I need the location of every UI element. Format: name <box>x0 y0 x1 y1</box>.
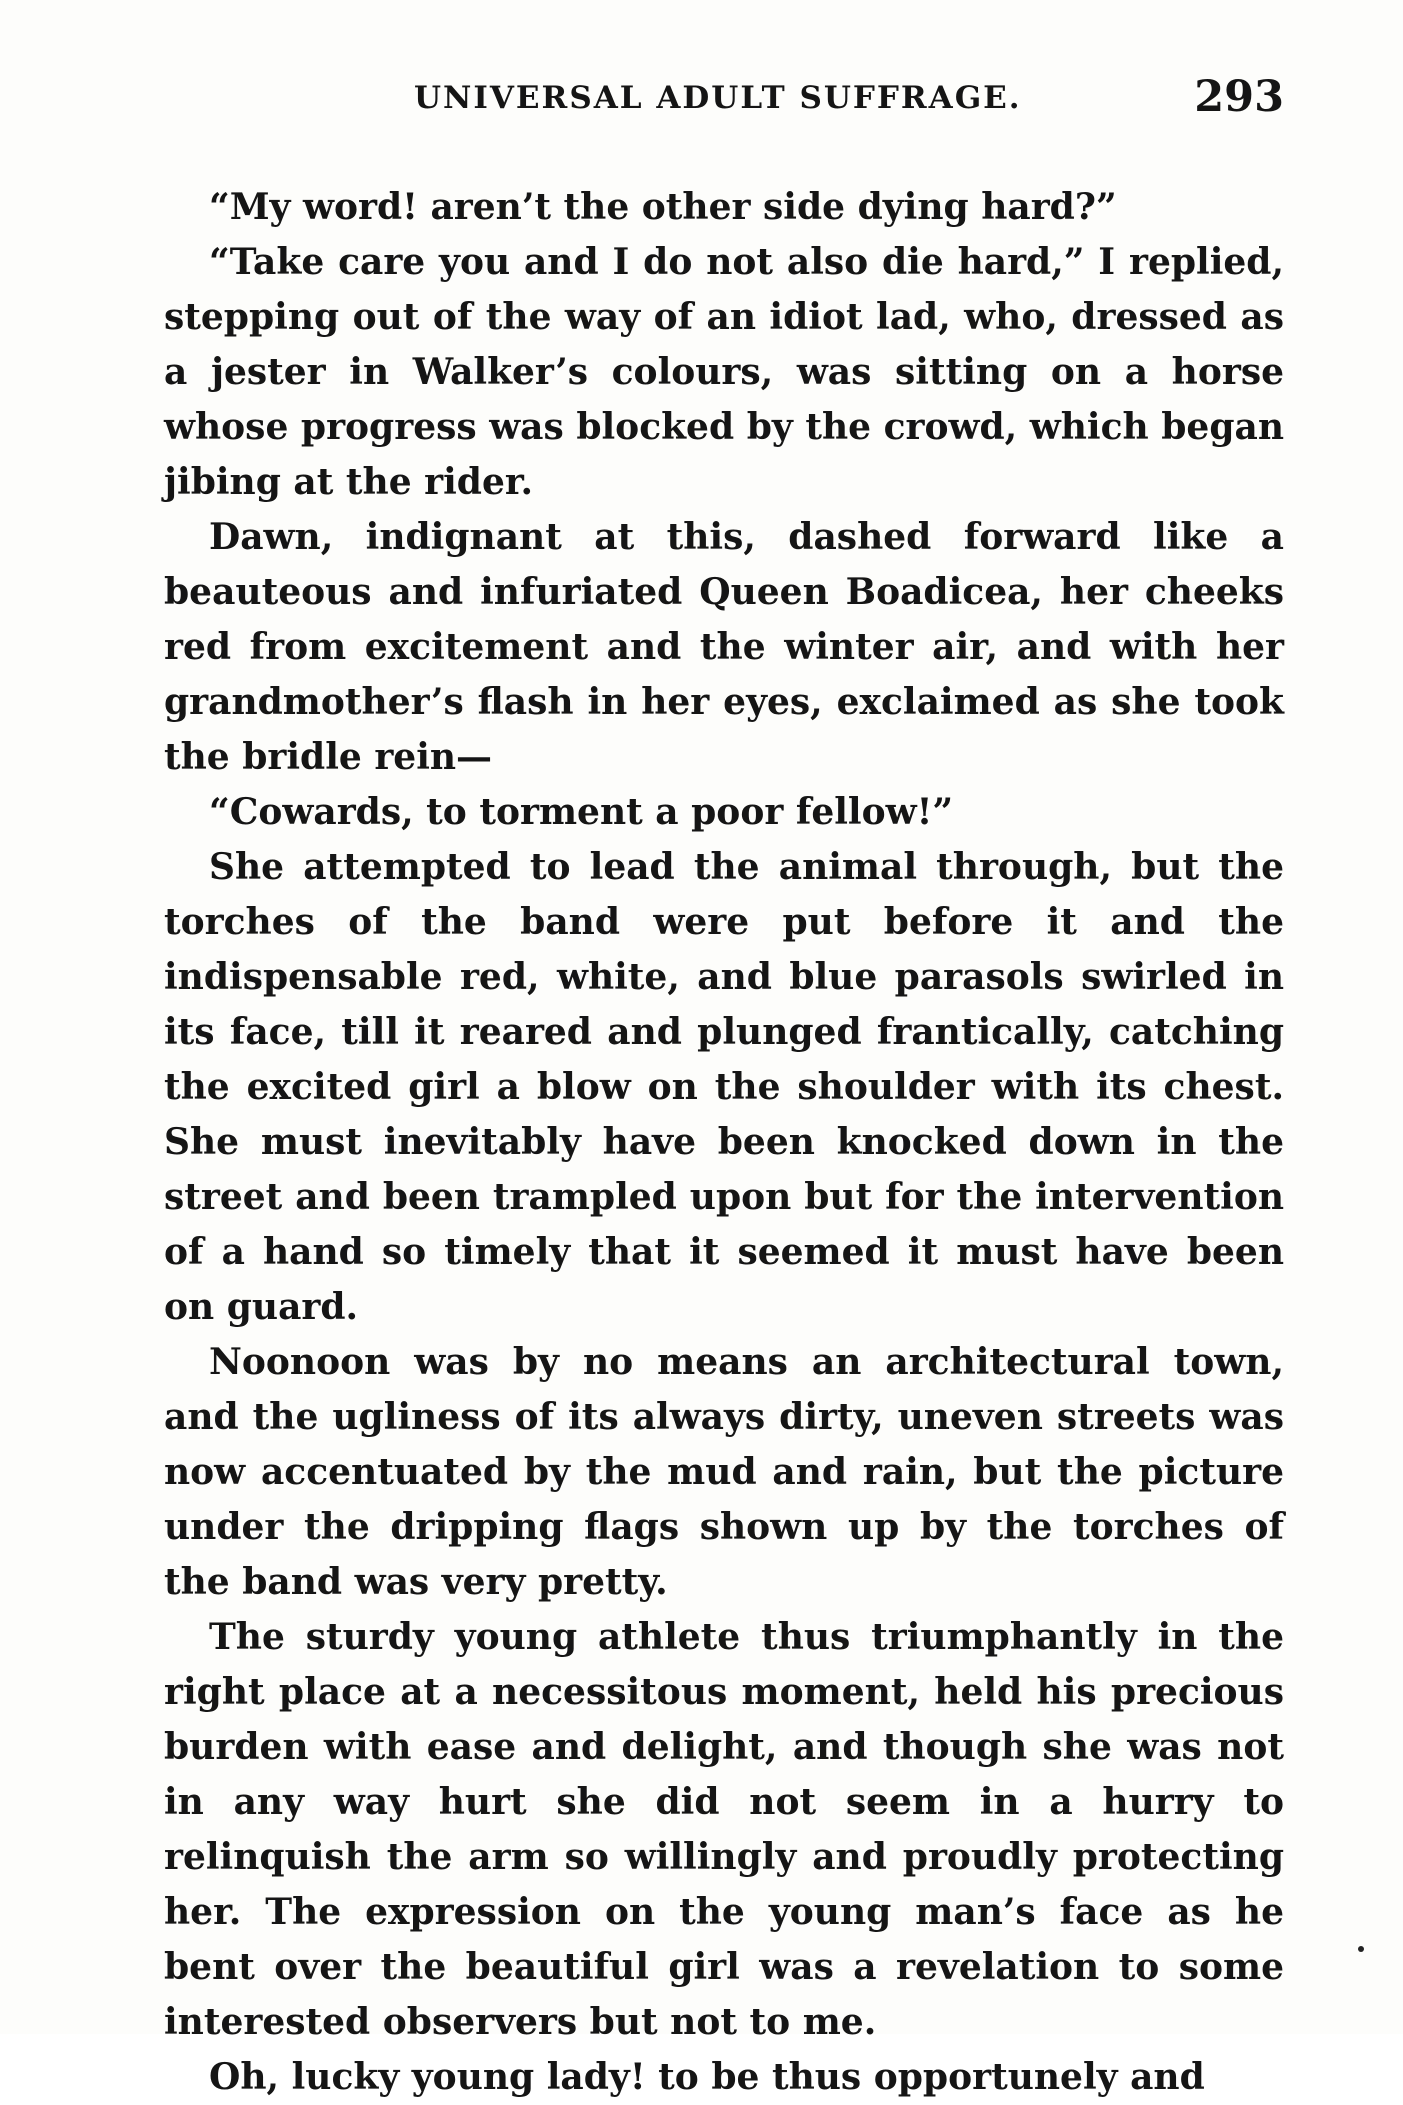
running-title: UNIVERSAL ADULT SUFFRAGE. <box>414 80 1022 116</box>
ink-speck <box>1358 1946 1364 1952</box>
page-header <box>164 72 1284 132</box>
paragraph-6: Noonoon was by no means an architectural town, and the ugliness of its always dirty, uneven streets was now accentuated by the mud and rain, but the picture under the dripping flags shown up by the torches of the band was very pretty. <box>164 1341 1284 1603</box>
paragraph-3: Dawn, indignant at this, dashed forward like a beauteous and infuriated Queen Boadicea, her cheeks red from excitement and the winter air, and with her grandmother’s flash in her eyes, exclaimed as she took the bridle rein— <box>164 516 1284 778</box>
paragraph-1: “My word! aren’t the other side dying hard?” <box>209 186 1117 228</box>
body-text <box>164 180 1284 2105</box>
paragraph-8: Oh, lucky young lady! to be thus opportunely and <box>209 2056 1205 2098</box>
paragraph-2: “Take care you and I do not also die hard,” I replied, stepping out of the way of an idiot lad, who, dressed as a jester in Walker’s colours, was sitting on a horse whose progress was blocked by the crowd, which began jibing at the rider. <box>164 241 1284 503</box>
paragraph-5: She attempted to lead the animal through, but the torches of the band were put before it and the indispensable red, white, and blue parasols swirled in its face, till it reared and plunged frantically, catching the excited girl a blow on the shoulder with its chest. She must inevitably have been knocked down in the street and been trampled upon but for the intervention of a hand so timely that it seemed it must have been on guard. <box>164 846 1284 1328</box>
page-number: 293 <box>1194 72 1284 122</box>
paragraph-4: “Cowards, to torment a poor fellow!” <box>209 791 954 833</box>
paragraph-7: The sturdy young athlete thus triumphantly in the right place at a necessitous moment, held his precious burden with ease and delight, and though she was not in any way hurt she did not seem in a hurry to relinquish the arm so willingly and proudly protecting her. The expression on the young man’s face as he bent over the beautiful girl was a revelation to some interested observers but not to me. <box>164 1616 1284 2043</box>
